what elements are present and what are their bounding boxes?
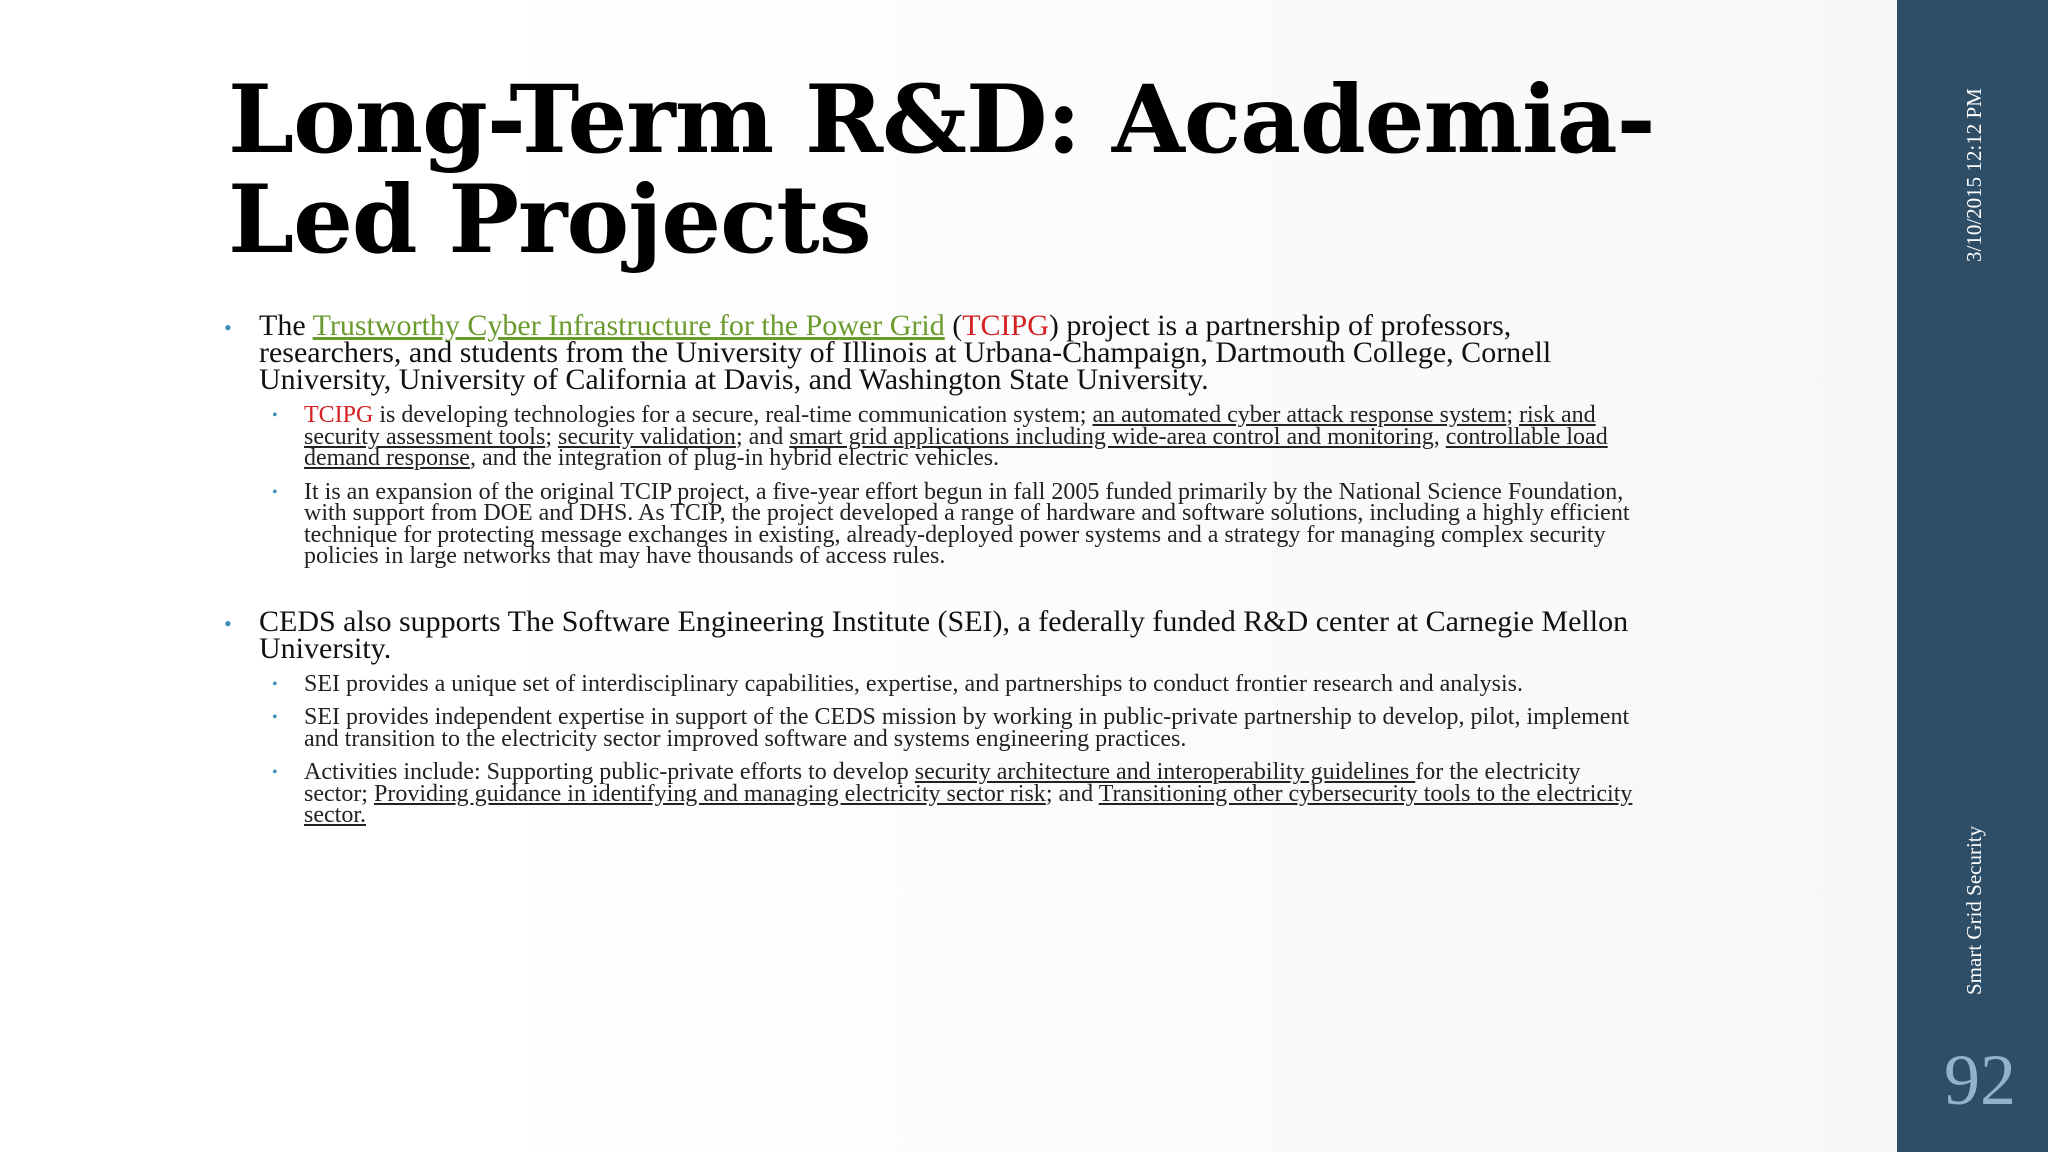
tcipg-link[interactable]: Trustworthy Cyber Infrastructure for the Power Grid <box>312 309 945 342</box>
sub-bullet-tcip-expansion: • It is an expansion of the original TCIP project, a five-year effort begun in fall 2005 funded primarily by the National Science Foundation, with support from DOE and DHS. As TCIP, the project developed a range of hardware and software solutions, including a highly efficient technique for protecting message exchanges in existing, already-deployed power systems and a strategy for managing complex security policies in large networks that may have thousands of access rules. <box>224 482 1644 568</box>
sub-bullet-tcipg-technologies: • TCIPG is developing technologies for a secure, real-time communication system; an automated cyber attack response system; risk and security assessment tools; security validation; and smart grid applications including wide-area control and monitoring, controllable load demand response, and the integration of plug-in hybrid electric vehicles. <box>224 405 1644 470</box>
page-number: 92 <box>1944 1040 2016 1120</box>
slide-footer: Smart Grid Security <box>1962 825 1986 995</box>
slide-content <box>224 309 1644 828</box>
bullet-ceds-sei: • CEDS also supports The Software Engineering Institute (SEI), a federally funded R&D center at Carnegie Mellon University. <box>224 608 1644 662</box>
sub-bullet-sei-expertise: • SEI provides independent expertise in support of the CEDS mission by working in public-private partnership to develop, pilot, implement and transition to the electricity sector improved software and systems engineering practices. <box>224 707 1644 750</box>
tcipg-acronym-sub: TCIPG <box>304 402 374 428</box>
slide-title: Long-Term R&D: Academia-Led Projects <box>228 65 1655 275</box>
sub-bullet-sei-activities: • Activities include: Supporting public-private efforts to develop security architecture and interoperability guidelines for the electricity sector; Providing guidance in identifying and managing electricity sector risk; and Transitioning other cybersecurity tools to the electricity sector. <box>224 762 1644 827</box>
tcipg-acronym: TCIPG <box>962 309 1049 342</box>
bullet-tcipg: • The Trustworthy Cyber Infrastructure for the Power Grid (TCIPG) project is a partnership of professors, researchers, and students from the University of Illinois at Urbana-Champaign, Dartmouth College, Cornell University, University of California at Davis, and Washington State University. <box>224 312 1644 393</box>
sub-bullet-sei-capabilities: • SEI provides a unique set of interdisciplinary capabilities, expertise, and partnerships to conduct frontier research and analysis. <box>224 674 1644 696</box>
slide-date: 3/10/2015 12:12 PM <box>1962 88 1986 262</box>
